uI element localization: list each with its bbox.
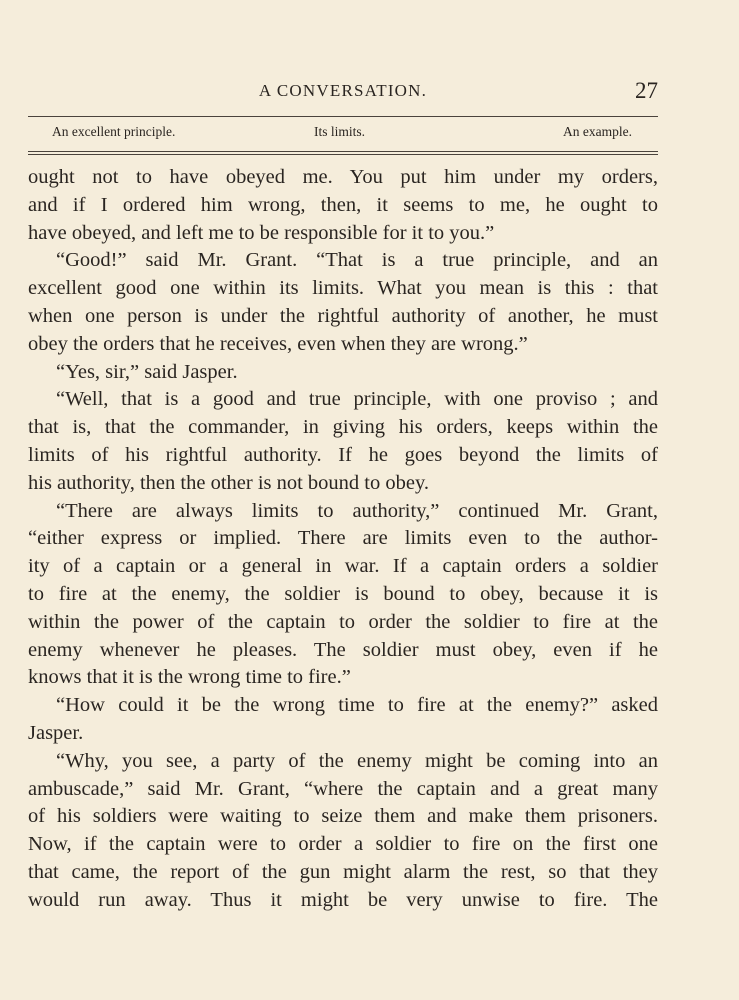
text-line: ought not to have obeyed me. You put him under my orders, (28, 166, 658, 188)
text-line: “Yes, sir,” said Jasper. (56, 360, 238, 383)
text-line: that is, that the commander, in giving his orders, keeps within the (28, 416, 658, 439)
text-line: Jasper. (28, 721, 84, 744)
text-line: Now, if the captain were to order a soldier to fire on the first one (28, 833, 658, 856)
summary-rule-double (28, 154, 658, 155)
text-line: of his soldiers were waiting to seize them and make them prisoners. (28, 805, 658, 828)
text-line: his authority, then the other is not bound to obey. (28, 471, 430, 494)
text-line: “How could it be the wrong time to fire at the enemy?” asked (56, 694, 658, 717)
text-line: that came, the report of the gun might alarm the rest, so that they (28, 860, 658, 883)
text-line: “Well, that is a good and true principle, with one proviso ; and (56, 388, 658, 411)
text-line: ity of a captain or a general in war. If a captain orders a soldier (28, 555, 658, 578)
text-line: excellent good one within its limits. What you mean is this : that (28, 277, 658, 300)
page-number: 27 (635, 78, 658, 103)
page-summary (52, 124, 632, 144)
text-line: “There are always limits to authority,” continued Mr. Grant, (56, 499, 658, 522)
text-line: enemy whenever he pleases. The soldier must obey, even if he (28, 638, 658, 661)
text-line: limits of his rightful authority. If he goes beyond the limits of (28, 443, 658, 466)
summary-center: Its limits. (314, 124, 366, 139)
summary-right: An example. (563, 124, 632, 139)
text-line: and if I ordered him wrong, then, it seems to me, he ought to (28, 193, 658, 216)
text-line: “either express or implied. There are limits even to the author- (28, 527, 658, 550)
summary-rule (28, 151, 658, 152)
summary-left: An excellent principle. (52, 124, 176, 139)
text-line: within the power of the captain to order the soldier to fire at the (28, 610, 658, 633)
text-line: “Why, you see, a party of the enemy might be coming into an (56, 749, 658, 772)
text-line: obey the orders that he receives, even when they are wrong.” (28, 332, 528, 355)
text-line: to fire at the enemy, the soldier is bound to obey, because it is (28, 582, 658, 605)
text-line: have obeyed, and left me to be responsible for it to you.” (28, 221, 495, 244)
chapter-title: A CONVERSATION. (258, 81, 428, 100)
text-line: “Good!” said Mr. Grant. “That is a true principle, and an (56, 249, 658, 272)
header-rule (28, 116, 658, 117)
text-line: when one person is under the rightful authority of another, he must (28, 304, 658, 327)
text-line: ambuscade,” said Mr. Grant, “where the captain and a great many (28, 777, 658, 800)
text-line: would run away. Thus it might be very unwise to fire. The (28, 888, 658, 911)
body-text (28, 164, 658, 915)
running-head (28, 78, 658, 108)
text-line: knows that it is the wrong time to fire.” (28, 666, 351, 689)
